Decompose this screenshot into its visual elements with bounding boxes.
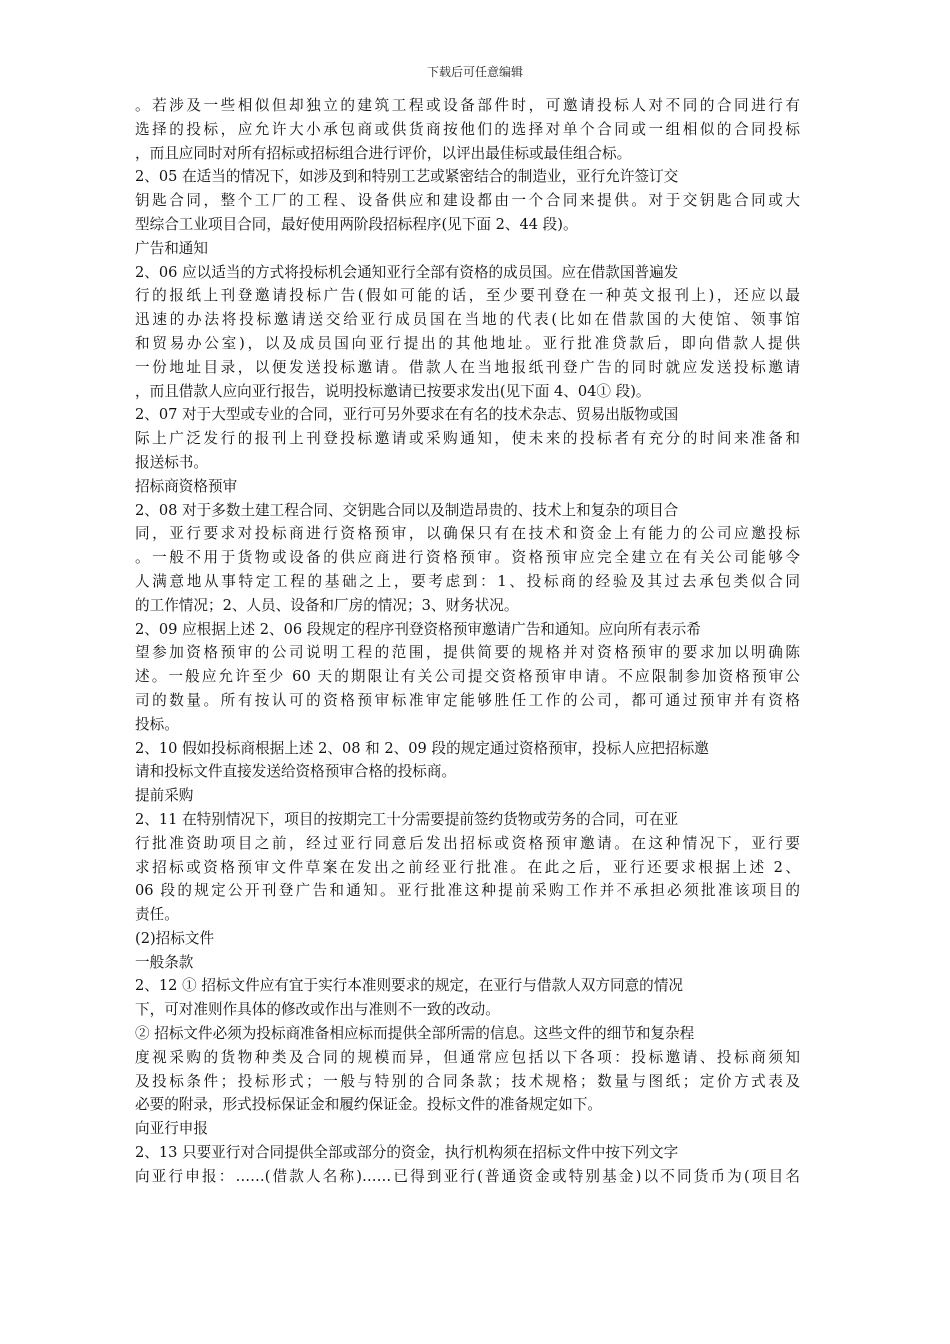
text-line: 同，亚行要求对投标商进行资格预审，以确保只有在技术和资金上有能力的公司应邀投标: [135, 525, 800, 543]
text-line: 2、12 ① 招标文件应有宜于实行本准则要求的规定，在亚行与借款人双方同意的情况: [135, 977, 683, 995]
text-line: 2、09 应根据上述 2、06 段规定的程序刊登资格预审邀请广告和通知。应向所有表示希: [135, 620, 701, 638]
text-line: 人满意地从事特定工程的基础之上，要考虑到：1、投标商的经验及其过去承包类似合同: [135, 572, 800, 590]
text-line: 责任。: [135, 906, 179, 924]
text-line: 行批准资助项目之前，经过亚行同意后发出招标或资格预审邀请。在这种情况下，亚行要: [135, 834, 800, 852]
section-heading: 一般条款: [135, 953, 194, 971]
text-line: 。若涉及一些相似但却独立的建筑工程或设备部件时，可邀请投标人对不同的合同进行有: [135, 97, 800, 114]
text-line: ，而且借款人应向亚行报告，说明投标邀请已按要求发出(见下面 4、04① 段)。: [135, 382, 651, 400]
section-heading: 广告和通知: [135, 239, 208, 257]
text-line: 望参加资格预审的公司说明工程的范围，提供简要的规格并对资格预审的要求加以明确陈: [135, 644, 800, 662]
text-line: 2、05 在适当的情况下，如涉及到和特别工艺或紧密结合的制造业，亚行允许签订交: [135, 168, 679, 186]
text-line: 及投标条件；投标形式；一般与特别的合同条款；技术规格；数量与图纸；定价方式表及: [135, 1072, 800, 1090]
section-heading: 提前采购: [135, 787, 194, 805]
text-line: 司的数量。所有按认可的资格预审标准审定能够胜任工作的公司，都可通过预审并有资格: [135, 691, 800, 709]
text-line: 2、06 应以适当的方式将投标机会通知亚行全部有资格的成员国。应在借款国普遍发: [135, 263, 679, 281]
text-line: 2、07 对于大型或专业的合同，亚行可另外要求在有名的技术杂志、贸易出版物或国: [135, 406, 679, 424]
text-line: 请和投标文件直接发送给资格预审合格的投标商。: [135, 763, 457, 781]
text-line: 下，可对准则作具体的修改或作出与准则不一致的改动。: [135, 1001, 500, 1019]
text-line: 钥匙合同，整个工厂的工程、设备供应和建设都由一个合同来提供。对于交钥匙合同或大: [135, 192, 800, 210]
text-line: 型综合工业项目合同，最好使用两阶段招标程序(见下面 2、44 段)。: [135, 215, 578, 233]
text-line: 的工作情况；2、人员、设备和厂房的情况；3、财务状况。: [135, 596, 519, 614]
text-line: ② 招标文件必须为投标商准备相应标而提供全部所需的信息。这些文件的细节和复杂程: [135, 1025, 695, 1043]
text-line: 报送标书。: [135, 453, 208, 471]
text-line: 述。一般应允许至少 60 天的期限让有关公司提交资格预审申请。不应限制参加资格预审公: [135, 668, 800, 686]
text-line: 迅速的办法将投标邀请送交给亚行成员国在当地的代表(比如在借款国的大使馆、领事馆: [135, 311, 800, 329]
text-line: 求招标或资格预审文件草案在发出之前经亚行批准。在此之后，亚行还要求根据上述 2、: [135, 858, 800, 876]
text-line: 必要的附录，形式投标保证金和履约保证金。投标文件的准备规定如下。: [135, 1096, 603, 1114]
text-line: 向亚行申报：……(借款人名称)……已得到亚行(普通资金或特别基金)以不同货币为(项目名: [135, 1167, 800, 1185]
text-line: 选择的投标，应允许大小承包商或供货商按他们的选择对单个合同或一组相似的合同投标: [135, 120, 800, 138]
document-body: [135, 94, 800, 1189]
text-line: 06 段的规定公开刊登广告和通知。亚行批准这种提前采购工作并不承担必须批准该项目的: [135, 882, 800, 900]
text-line: 2、10 假如投标商根据上述 2、08 和 2、09 段的规定通过资格预审，投标人应把招标邀: [135, 739, 709, 757]
text-line: ，而且应同时对所有招标或招标组合进行评价，以评出最佳标或最佳组合标。: [135, 144, 632, 162]
text-line: 一份地址目录，以便发送投标邀请。借款人在当地报纸刊登广告的同时就应发送投标邀请: [135, 358, 800, 376]
text-line: 2、11 在特别情况下，项目的按期完工十分需要提前签约货物或劳务的合同，可在亚: [135, 810, 679, 828]
text-line: 际上广泛发行的报刊上刊登投标邀请或采购通知，使未来的投标者有充分的时间来准备和: [135, 430, 800, 448]
section-heading: 招标商资格预审: [135, 477, 238, 495]
text-line: 2、13 只要亚行对合同提供全部或部分的资金，执行机构须在招标文件中按下列文字: [135, 1144, 679, 1162]
text-line: 。一般不用于货物或设备的供应商进行资格预审。资格预审应完全建立在有关公司能够令: [135, 549, 800, 567]
text-line: 2、08 对于多数土建工程合同、交钥匙合同以及制造昂贵的、技术上和复杂的项目合: [135, 501, 679, 519]
text-line: 和贸易办公室)，以及成员国向亚行提出的其他地址。亚行批准贷款后，即向借款人提供: [135, 334, 800, 352]
section-heading: 向亚行申报: [135, 1120, 208, 1138]
text-line: 投标。: [135, 715, 179, 733]
text-line: 度视采购的货物种类及合同的规模而异，但通常应包括以下各项：投标邀请、投标商须知: [135, 1048, 800, 1066]
text-line: 行的报纸上刊登邀请投标广告(假如可能的话，至少要刊登在一种英文报刊上)，还应以最: [135, 287, 800, 305]
section-heading: (2)招标文件: [135, 929, 215, 947]
page-header: 下载后可任意编辑: [426, 65, 523, 79]
